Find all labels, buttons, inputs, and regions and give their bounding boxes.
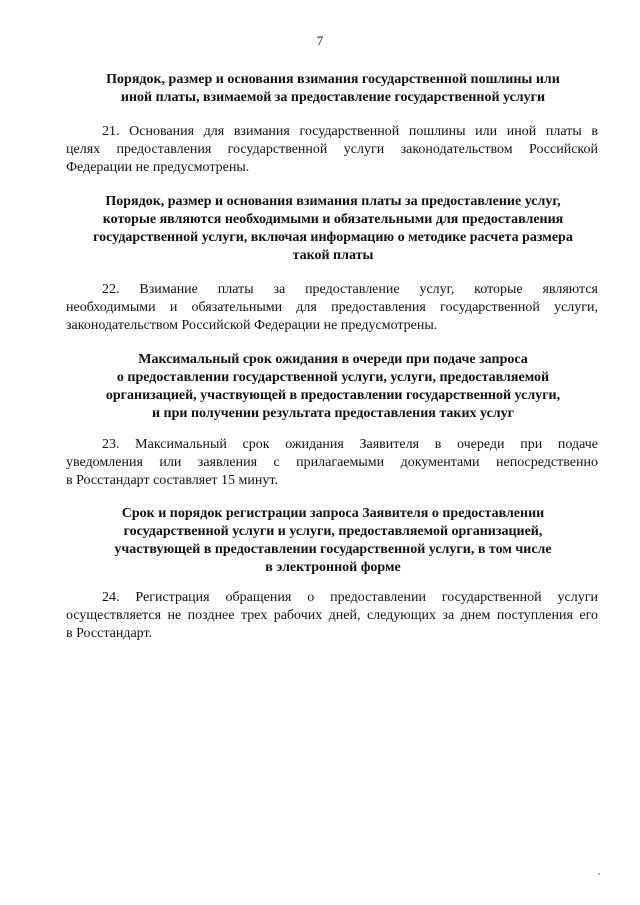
page-number: 7	[316, 33, 324, 48]
heading-line: и при получении результата предоставления таких услуг	[151, 406, 515, 421]
paragraph-line: уведомления или заявления с прилагаемыми документами непосредственно	[66, 455, 598, 470]
heading-line: такой платы	[292, 248, 374, 263]
heading-line: Порядок, размер и основания взимания государственной пошлины или	[106, 72, 560, 87]
heading-state-fee	[66, 71, 600, 107]
heading-line: участвующей в предоставлении государственной услуги, в том числе	[114, 542, 552, 557]
scan-speck	[598, 873, 600, 875]
heading-line: иной платы, взимаемой за предоставление государственной услуги	[120, 90, 546, 105]
paragraph-line: осуществляется не позднее трех рабочих дней, следующих за днем поступления его	[66, 608, 598, 623]
paragraph-22	[66, 281, 598, 335]
heading-line: Порядок, размер и основания взимания платы за предоставление услуг,	[105, 194, 561, 209]
heading-line: о предоставлении государственной услуги, услуги, предоставляемой	[116, 370, 550, 385]
paragraph-line: 21. Основания для взимания государственной пошлины или иной платы в	[102, 124, 598, 139]
paragraph-24	[66, 589, 598, 643]
heading-queue-time	[66, 351, 600, 423]
paragraph-line: Федерации не предусмотрены.	[66, 160, 250, 175]
paragraph-21	[66, 123, 598, 177]
heading-line: организацией, участвующей в предоставлении государственной услуги,	[105, 388, 561, 403]
paragraph-line: целях предоставления государственной услуги законодательством Российской	[66, 142, 598, 157]
heading-line: государственной услуги и услуги, предоставляемой организацией,	[123, 524, 543, 539]
paragraph-line: законодательством Российской Федерации не предусмотрены.	[66, 318, 438, 333]
paragraph-line: в Росстандарт.	[66, 626, 153, 641]
heading-line: государственной услуги, включая информацию о методике расчета размера	[93, 230, 573, 245]
paragraph-23	[66, 436, 598, 490]
heading-line: в электронной форме	[265, 560, 401, 575]
heading-line: которые являются необходимыми и обязательными для предоставления	[102, 212, 564, 227]
heading-registration	[66, 505, 600, 577]
paragraph-line: 22. Взимание платы за предоставление услуг, которые являются	[102, 282, 598, 297]
heading-required-services-fee	[66, 193, 600, 265]
paragraph-line: необходимыми и обязательными для предоставления государственной услуги,	[66, 300, 598, 315]
paragraph-line: 24. Регистрация обращения о предоставлении государственной услуги	[102, 590, 598, 605]
paragraph-line: в Росстандарт составляет 15 минут.	[66, 473, 278, 488]
heading-line: Срок и порядок регистрации запроса Заявителя о предоставлении	[121, 506, 545, 521]
heading-line: Максимальный срок ожидания в очереди при подаче запроса	[138, 352, 528, 367]
paragraph-line: 23. Максимальный срок ожидания Заявителя в очереди при подаче	[102, 437, 598, 452]
